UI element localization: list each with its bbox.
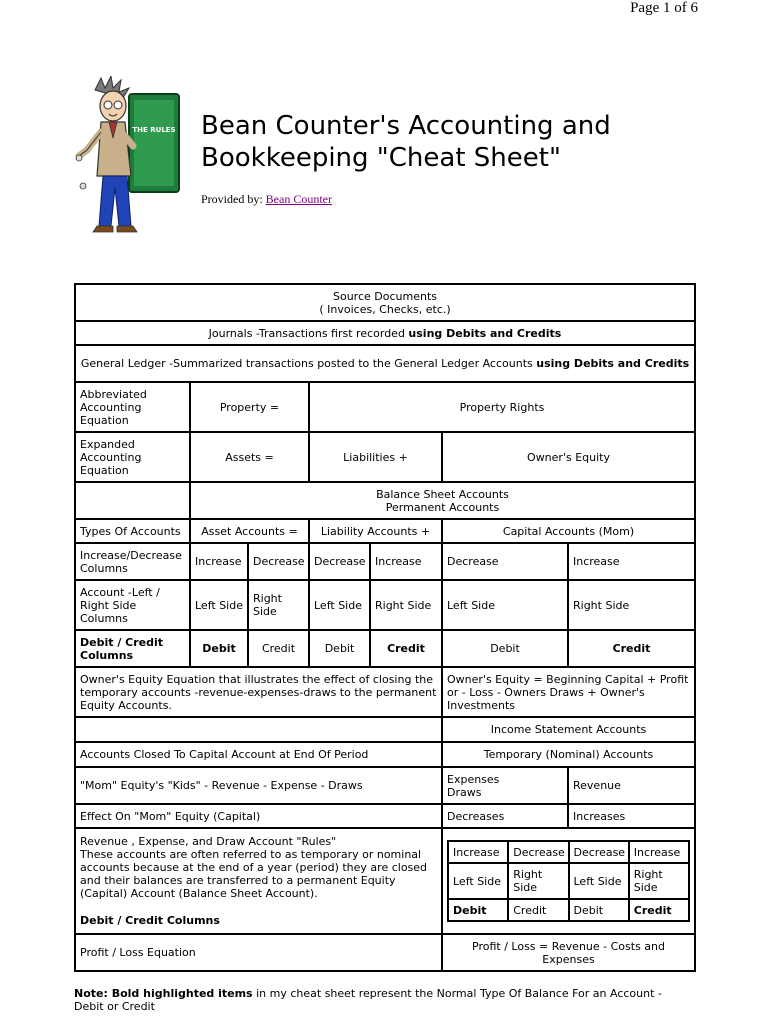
- effect-on-equity-label: Effect On "Mom" Equity (Capital): [75, 804, 442, 828]
- note-text: in my cheat sheet represent the Normal Type Of Balance For an Account - Debit or Credit: [74, 987, 662, 1013]
- abbreviated-equation-label: Abbreviated Accounting Equation: [75, 382, 190, 432]
- expanded-assets-cell: Assets =: [190, 432, 309, 482]
- increases-cell: Increases: [568, 804, 695, 828]
- expense-decrease-cell: Decrease: [508, 841, 568, 863]
- note-bold-text: Bold highlighted items: [107, 987, 253, 1000]
- types-of-accounts-label: Types Of Accounts: [75, 519, 190, 543]
- provided-by-label: Provided by:: [201, 192, 263, 206]
- equity-equation-formula: Owner's Equity = Beginning Capital + Profit or - Loss - Owners Draws + Owner's Investments: [442, 667, 695, 717]
- revenue-decrease-cell: Decrease: [569, 841, 629, 863]
- balance-sheet-accounts-title: Balance Sheet Accounts: [376, 487, 509, 501]
- balance-sheet-accounts-cell: [190, 482, 695, 519]
- expense-left-side-cell: Left Side: [448, 863, 508, 899]
- empty-cell: [75, 482, 190, 519]
- abbreviated-property-rights-cell: Property Rights: [309, 382, 695, 432]
- expense-credit-cell: Credit: [508, 899, 568, 921]
- table-row: [448, 899, 689, 921]
- permanent-accounts-label: Permanent Accounts: [385, 500, 500, 514]
- decreases-cell: Decreases: [442, 804, 568, 828]
- table-row: [75, 284, 695, 321]
- profit-loss-formula: Profit / Loss = Revenue - Costs and Expenses: [442, 934, 695, 971]
- asset-accounts-cell: Asset Accounts =: [190, 519, 309, 543]
- source-documents-examples: ( Invoices, Checks, etc.): [319, 302, 451, 316]
- table-row: [75, 482, 695, 519]
- revenue-left-side-cell: Left Side: [569, 863, 629, 899]
- liability-credit-cell: Credit: [370, 630, 442, 667]
- side-columns-label: Account -Left / Right Side Columns: [75, 580, 190, 630]
- expenses-label: Expenses: [447, 772, 500, 786]
- expanded-liabilities-cell: Liabilities +: [309, 432, 442, 482]
- expanded-equation-label: Expanded Accounting Equation: [75, 432, 190, 482]
- table-row: [75, 767, 695, 804]
- nominal-rules-table: [447, 840, 690, 922]
- source-documents-title: Source Documents: [333, 289, 437, 303]
- increase-decrease-label: Increase/Decrease Columns: [75, 543, 190, 580]
- expanded-owners-equity-cell: Owner's Equity: [442, 432, 695, 482]
- revenue-credit-cell: Credit: [629, 899, 689, 921]
- expense-right-side-cell: Right Side: [508, 863, 568, 899]
- bean-counter-mascot-logo: [73, 76, 185, 242]
- empty-cell: [75, 717, 442, 742]
- revenue-increase-cell: Increase: [629, 841, 689, 863]
- capital-increase-cell: Increase: [568, 543, 695, 580]
- asset-right-side-cell: Right Side: [248, 580, 309, 630]
- rules-title: Revenue , Expense, and Draw Account "Rules": [80, 835, 337, 848]
- rules-body: These accounts are often referred to as temporary or nominal accounts because at the end of a year (period) they are closed and their balances are transferred to a permanent Equity (Capital) Account (Balance Sheet Account).: [80, 848, 428, 900]
- source-documents-cell: [75, 284, 695, 321]
- draws-label: Draws: [447, 785, 482, 799]
- table-row: [75, 804, 695, 828]
- revenue-right-side-cell: Right Side: [629, 863, 689, 899]
- table-row: [75, 345, 695, 382]
- liability-debit-cell: Debit: [309, 630, 370, 667]
- rules-sign-text: THE RULES: [132, 126, 176, 134]
- capital-debit-cell: Debit: [442, 630, 568, 667]
- expense-debit-cell: Debit: [448, 899, 508, 921]
- general-ledger-bold-text: using Debits and Credits: [536, 357, 690, 370]
- table-row: [448, 841, 689, 863]
- nominal-rules-inner-cell: [442, 828, 695, 934]
- capital-accounts-cell: Capital Accounts (Mom): [442, 519, 695, 543]
- table-row: [75, 382, 695, 432]
- liability-accounts-cell: Liability Accounts +: [309, 519, 442, 543]
- abbreviated-property-cell: Property =: [190, 382, 309, 432]
- capital-right-side-cell: Right Side: [568, 580, 695, 630]
- asset-decrease-cell: Decrease: [248, 543, 309, 580]
- journals-cell: [75, 321, 695, 345]
- note-label: Note:: [74, 987, 108, 1000]
- capital-credit-cell: Credit: [568, 630, 695, 667]
- rules-debit-credit-label: Debit / Credit Columns: [80, 914, 220, 927]
- temporary-accounts-cell: Temporary (Nominal) Accounts: [442, 742, 695, 767]
- liability-right-side-cell: Right Side: [370, 580, 442, 630]
- general-ledger-cell: [75, 345, 695, 382]
- table-row: [75, 321, 695, 345]
- table-row: [75, 630, 695, 667]
- revenue-cell: Revenue: [568, 767, 695, 804]
- mom-equity-kids-label: "Mom" Equity's "Kids" - Revenue - Expense - Draws: [75, 767, 442, 804]
- nominal-account-rules-cell: [75, 828, 442, 934]
- general-ledger-text: General Ledger -Summarized transactions posted to the General Ledger Accounts: [80, 357, 537, 370]
- page-title: Bean Counter's Accounting and Bookkeeping "Cheat Sheet": [201, 111, 611, 173]
- cheat-sheet-table: [74, 283, 696, 972]
- mascot-figure: [76, 76, 137, 232]
- capital-decrease-cell: Decrease: [442, 543, 568, 580]
- table-row: [75, 934, 695, 971]
- debit-credit-label: Debit / Credit Columns: [75, 630, 190, 667]
- expenses-draws-cell: [442, 767, 568, 804]
- table-row: [75, 667, 695, 717]
- table-row: [75, 717, 695, 742]
- table-row: [75, 432, 695, 482]
- table-row: [448, 863, 689, 899]
- asset-left-side-cell: Left Side: [190, 580, 248, 630]
- table-row: [75, 519, 695, 543]
- footnote: [74, 987, 694, 1013]
- bean-counter-link[interactable]: Bean Counter: [265, 192, 332, 206]
- journals-text: Journals -Transactions first recorded: [208, 326, 409, 340]
- table-row: [75, 580, 695, 630]
- page-number: Page 1 of 6: [630, 0, 698, 16]
- revenue-debit-cell: Debit: [569, 899, 629, 921]
- accounts-closed-label: Accounts Closed To Capital Account at End Of Period: [75, 742, 442, 767]
- equity-equation-description: Owner's Equity Equation that illustrates the effect of closing the temporary accounts -revenue-expenses-draws to the permanent Equity Accounts.: [75, 667, 442, 717]
- table-row: [75, 543, 695, 580]
- asset-increase-cell: Increase: [190, 543, 248, 580]
- journals-bold-text: using Debits and Credits: [408, 326, 562, 340]
- rules-sign: [129, 94, 179, 192]
- table-row: [75, 742, 695, 767]
- liability-decrease-cell: Decrease: [309, 543, 370, 580]
- profit-loss-label: Profit / Loss Equation: [75, 934, 442, 971]
- asset-debit-cell: Debit: [190, 630, 248, 667]
- capital-left-side-cell: Left Side: [442, 580, 568, 630]
- provided-by: [201, 192, 332, 207]
- liability-increase-cell: Increase: [370, 543, 442, 580]
- asset-credit-cell: Credit: [248, 630, 309, 667]
- income-statement-accounts-cell: Income Statement Accounts: [442, 717, 695, 742]
- liability-left-side-cell: Left Side: [309, 580, 370, 630]
- table-row: [75, 828, 695, 934]
- expense-increase-cell: Increase: [448, 841, 508, 863]
